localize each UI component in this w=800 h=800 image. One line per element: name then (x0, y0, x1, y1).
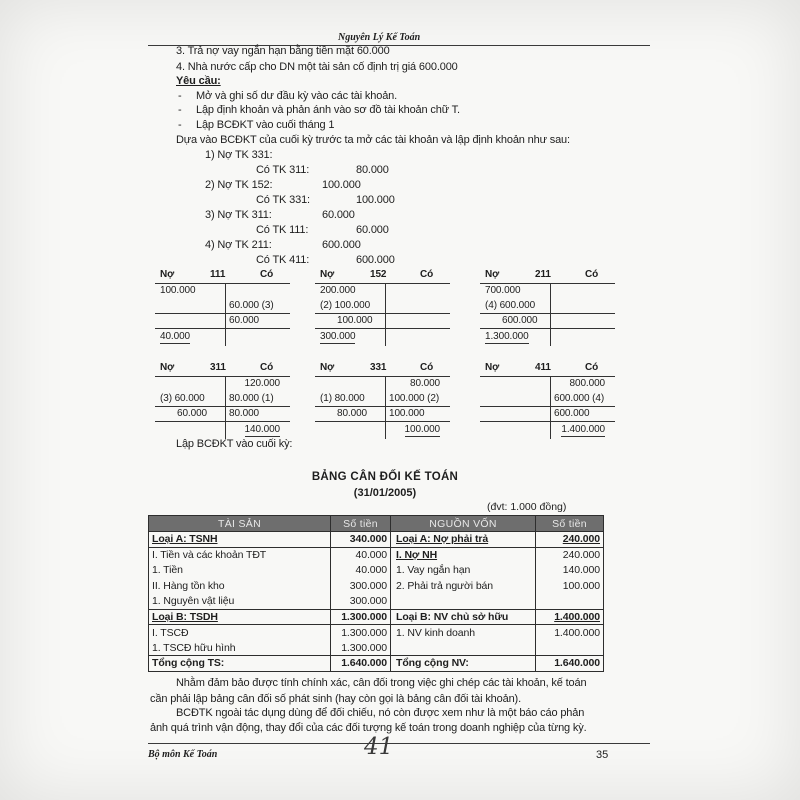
handwritten-mark: 41 (364, 734, 394, 760)
account-number: 152 (370, 269, 387, 280)
table-row (149, 594, 604, 610)
journal-debit-label: 3) Nợ TK 311: (205, 209, 272, 221)
credit-entry: 80.000 (410, 378, 440, 389)
asset-label: I. Tiền và các khoản TĐT (149, 547, 331, 563)
source-label (391, 594, 536, 610)
t-account-rule (480, 376, 615, 377)
table-row (149, 625, 604, 641)
journal-debit-label: 4) Nợ TK 211: (205, 239, 272, 251)
running-header: Nguyên Lý Kế Toán (338, 32, 421, 43)
debit-entry: (2) 100.000 (320, 300, 371, 311)
credit-label: Có (585, 362, 599, 373)
debit-total: 60.000 (177, 408, 207, 419)
journal-credit-amount: 80.000 (356, 164, 389, 176)
account-number: 331 (370, 362, 387, 373)
t-account-152 (315, 270, 450, 348)
sources-header: NGUỒN VỐN (391, 516, 536, 532)
source-amount: 140.000 (536, 563, 604, 579)
debit-total: 600.000 (502, 315, 538, 326)
t-account-331 (315, 363, 450, 441)
t-account-rule (155, 283, 290, 284)
total-assets-label: Tổng cộng TS: (149, 656, 331, 672)
t-account-411 (480, 363, 615, 441)
table-row (149, 563, 604, 579)
amount-header: Số tiền (331, 516, 391, 532)
credit-entry: 120.000 (244, 378, 280, 389)
closing-instruction: Lập BCĐKT vào cuối kỳ: (176, 438, 293, 450)
t-account-rule (480, 328, 615, 329)
asset-amount: 1.300.000 (331, 609, 391, 625)
credit-entry: 80.000 (1) (229, 393, 274, 404)
source-amount: 100.000 (536, 578, 604, 594)
asset-label: 1. Tiền (149, 563, 331, 579)
debit-label: Nợ (160, 362, 175, 373)
t-account-rule (155, 406, 290, 407)
credit-balance: 100.000 (404, 424, 440, 435)
credit-entry: 60.000 (3) (229, 300, 274, 311)
t-account-rule (480, 283, 615, 284)
credit-total: 600.000 (554, 408, 590, 419)
source-label: 2. Phải trả người bán (391, 578, 536, 594)
credit-entry: 600.000 (4) (554, 393, 605, 404)
journal-debit-label: 1) Nợ TK 331: (205, 149, 273, 161)
debit-entry: 700.000 (485, 285, 521, 296)
t-account-rule (155, 313, 290, 314)
journal-debit-amount: 100.000 (322, 179, 361, 191)
journal-credit-label: Có TK 411: (256, 254, 310, 266)
total-sources-amount: 1.640.000 (536, 656, 604, 672)
bullet-dash: - (178, 90, 182, 102)
source-amount: 1.400.000 (536, 625, 604, 641)
journal-credit-amount: 100.000 (356, 194, 395, 206)
bullet-dash: - (178, 104, 182, 116)
t-account-rule (480, 421, 615, 422)
asset-amount: 40.000 (331, 563, 391, 579)
table-row (149, 578, 604, 594)
balance-sheet-date: (31/01/2005) (353, 487, 417, 499)
balance-sheet-title: BẢNG CÂN ĐỐI KẾ TOÁN (311, 471, 459, 483)
debit-entry: (1) 80.000 (320, 393, 365, 404)
credit-entry: 100.000 (2) (389, 393, 440, 404)
asset-amount: 1.300.000 (331, 625, 391, 641)
asset-label: I. TSCĐ (149, 625, 331, 641)
debit-entry: 200.000 (320, 285, 356, 296)
bullet-dash: - (178, 119, 182, 131)
account-number: 111 (210, 269, 226, 280)
journal-credit-label: Có TK 111: (256, 224, 309, 236)
credit-label: Có (260, 269, 274, 280)
source-amount: 1.400.000 (536, 609, 604, 625)
t-account-rule (480, 406, 615, 407)
journal-credit-amount: 600.000 (356, 254, 395, 266)
source-amount (536, 640, 604, 656)
table-row (149, 640, 604, 656)
amount-header: Số tiền (536, 516, 604, 532)
journal-debit-amount: 60.000 (322, 209, 355, 221)
debit-label: Nợ (485, 269, 500, 280)
total-assets-amount: 1.640.000 (331, 656, 391, 672)
debit-total: 80.000 (337, 408, 367, 419)
table-row (149, 609, 604, 625)
balance-sheet-table (148, 515, 604, 672)
t-account-rule (155, 376, 290, 377)
source-amount (536, 594, 604, 610)
journal-debit-label: 2) Nợ TK 152: (205, 179, 273, 191)
table-header-row (149, 516, 604, 532)
asset-amount: 40.000 (331, 547, 391, 563)
t-account-rule (315, 421, 450, 422)
credit-entry: 800.000 (569, 378, 605, 389)
t-account-divider (550, 283, 551, 346)
t-account-divider (225, 376, 226, 439)
credit-total: 100.000 (389, 408, 425, 419)
requirements-heading: Yêu cầu: (176, 75, 221, 87)
credit-total: 60.000 (229, 315, 259, 326)
debit-balance: 40.000 (160, 331, 190, 342)
credit-label: Có (420, 269, 434, 280)
credit-balance: 140.000 (244, 424, 280, 435)
paragraph-line: ảnh quá trình vận động, thay đổi của các đối tượng kế toán trong doanh nghiệp của từng kỳ. (150, 722, 587, 734)
t-account-divider (225, 283, 226, 346)
t-account-rule (315, 283, 450, 284)
footer-department: Bộ môn Kế Toán (148, 749, 218, 760)
journal-debit-amount: 600.000 (322, 239, 361, 251)
source-label: Loại A: Nợ phải trả (391, 532, 536, 548)
source-label (391, 640, 536, 656)
t-account-rule (155, 328, 290, 329)
t-account-divider (385, 376, 386, 439)
t-account-211 (480, 270, 615, 348)
source-amount: 240.000 (536, 532, 604, 548)
credit-label: Có (260, 362, 274, 373)
asset-amount: 300.000 (331, 594, 391, 610)
asset-label: II. Hàng tồn kho (149, 578, 331, 594)
debit-label: Nợ (160, 269, 175, 280)
balance-sheet-unit: (đvt: 1.000 đồng) (487, 501, 567, 513)
source-amount: 240.000 (536, 547, 604, 563)
paragraph-line: cần phải lập bảng cân đối số phát sinh (hay còn gọi là bảng cân đối tài khoản). (150, 693, 521, 705)
source-label: Loại B: NV chủ sở hữu (391, 609, 536, 625)
account-number: 311 (210, 362, 226, 373)
debit-balance: 1.300.000 (485, 331, 529, 342)
credit-label: Có (585, 269, 599, 280)
footer-rule (148, 743, 650, 744)
transaction-4: 4. Nhà nước cấp cho DN một tài sản cố định trị giá 600.000 (176, 61, 458, 73)
asset-label: 1. Nguyên vật liệu (149, 594, 331, 610)
t-account-rule (155, 421, 290, 422)
page-number: 35 (596, 749, 609, 761)
transaction-3: 3. Trả nợ vay ngắn hạn bằng tiền mặt 60.000 (176, 45, 390, 57)
t-account-rule (315, 376, 450, 377)
debit-label: Nợ (320, 362, 335, 373)
t-account-rule (315, 406, 450, 407)
journal-credit-amount: 60.000 (356, 224, 389, 236)
t-account-divider (385, 283, 386, 346)
journal-credit-label: Có TK 311: (256, 164, 310, 176)
asset-label: Loại A: TSNH (149, 532, 331, 548)
debit-label: Nợ (485, 362, 500, 373)
debit-entry: (4) 600.000 (485, 300, 536, 311)
paragraph-line: Nhằm đảm bảo được tính chính xác, cân đối trong việc ghi chép các tài khoản, kế toán (176, 677, 587, 689)
requirement-item: Lập BCĐKT vào cuối tháng 1 (196, 119, 335, 131)
credit-total: 80.000 (229, 408, 259, 419)
debit-total: 100.000 (337, 315, 373, 326)
credit-label: Có (420, 362, 434, 373)
t-account-rule (315, 328, 450, 329)
asset-amount: 340.000 (331, 532, 391, 548)
debit-label: Nợ (320, 269, 335, 280)
total-sources-label: Tổng cộng NV: (391, 656, 536, 672)
t-account-111 (155, 270, 290, 348)
t-account-rule (480, 313, 615, 314)
requirement-item: Lập định khoản và phản ánh vào sơ đồ tài khoản chữ T. (196, 104, 460, 116)
source-label: 1. NV kinh doanh (391, 625, 536, 641)
asset-amount: 300.000 (331, 578, 391, 594)
t-account-311 (155, 363, 290, 441)
journal-credit-label: Có TK 331: (256, 194, 310, 206)
t-account-rule (315, 313, 450, 314)
requirement-item: Mở và ghi số dư đầu kỳ vào các tài khoản. (196, 90, 398, 102)
assets-header: TÀI SẢN (149, 516, 331, 532)
intro-text: Dựa vào BCĐKT của cuối kỳ trước ta mở các tài khoản và lập định khoản như sau: (176, 134, 570, 146)
asset-label: 1. TSCĐ hữu hình (149, 640, 331, 656)
source-label: I. Nợ NH (391, 547, 536, 563)
source-label: 1. Vay ngắn hạn (391, 563, 536, 579)
debit-entry: (3) 60.000 (160, 393, 205, 404)
table-row (149, 547, 604, 563)
paragraph-line: BCĐTK ngoài tác dụng dùng để đối chiếu, nó còn được xem như là một báo cáo phản (176, 707, 585, 719)
debit-balance: 300.000 (320, 331, 356, 342)
asset-amount: 1.300.000 (331, 640, 391, 656)
debit-entry: 100.000 (160, 285, 196, 296)
total-row (149, 656, 604, 672)
credit-balance: 1.400.000 (561, 424, 605, 435)
t-account-divider (550, 376, 551, 439)
account-number: 211 (535, 269, 551, 280)
asset-label: Loại B: TSDH (149, 609, 331, 625)
account-number: 411 (535, 362, 551, 373)
table-row (149, 532, 604, 548)
